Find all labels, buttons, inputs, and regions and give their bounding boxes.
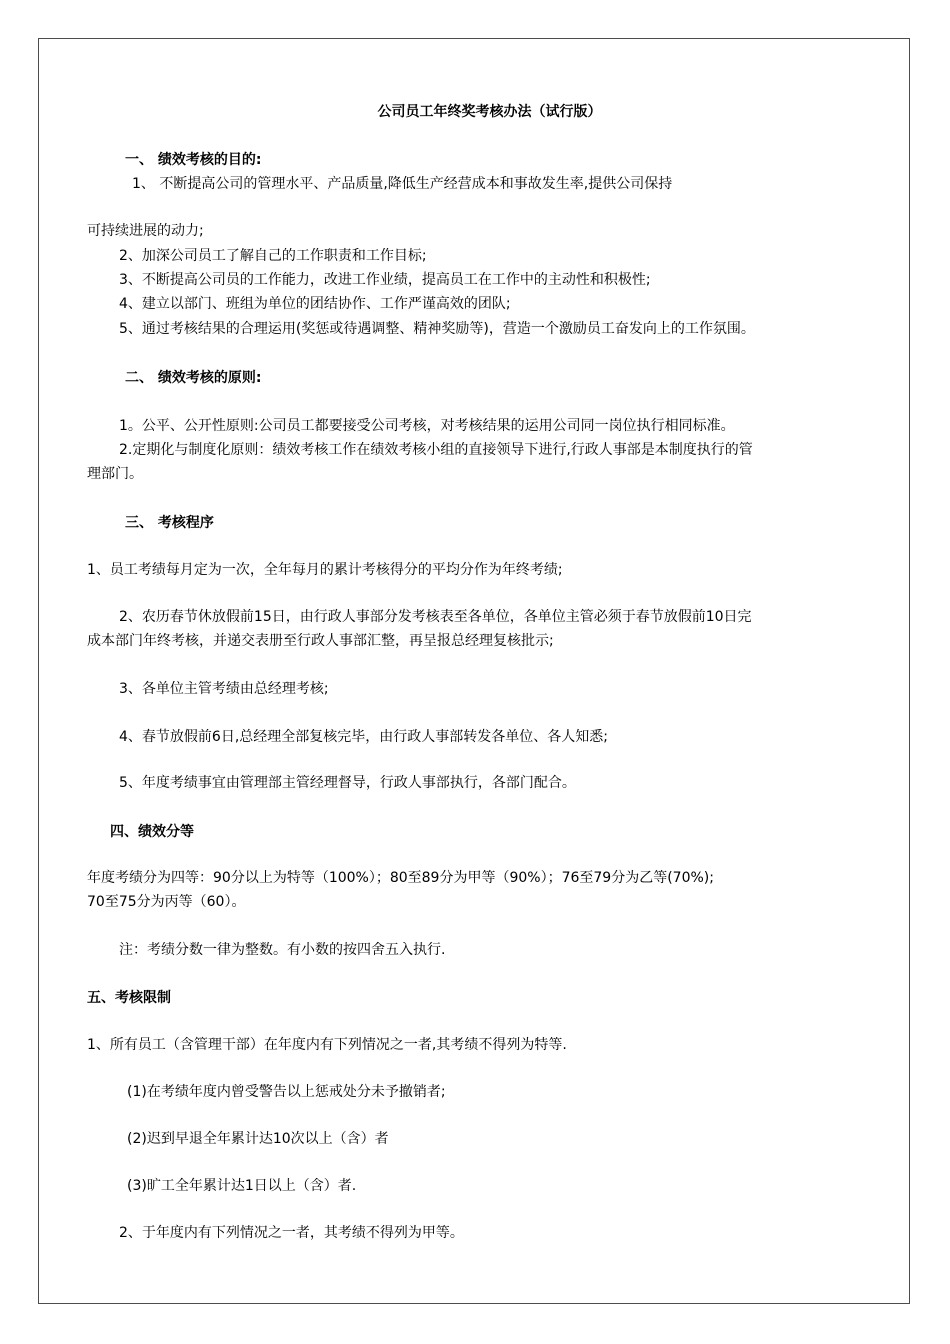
- list-item: (1)在考绩年度内曾受警告以上惩戒处分未予撤销者;: [127, 1084, 446, 1100]
- section-heading-restrictions: 五、考核限制: [87, 990, 171, 1006]
- list-item: (3)旷工全年累计达1日以上（含）者.: [127, 1178, 357, 1194]
- paragraph-line: 1、 不断提高公司的管理水平、产品质量,降低生产经营成本和事故发生率,提供公司保持: [132, 176, 673, 192]
- section-heading-principles: 二、 绩效考核的原则:: [125, 370, 262, 386]
- paragraph-line: 2、于年度内有下列情况之一者，其考绩不得列为甲等。: [119, 1225, 464, 1241]
- paragraph-line: 1、员工考绩每月定为一次，全年每月的累计考核得分的平均分作为年终考绩;: [87, 562, 563, 578]
- paragraph-line: 1。公平、公开性原则:公司员工都要接受公司考核，对考核结果的运用公司同一岗位执行相同标准。: [119, 418, 735, 434]
- paragraph-line: 1、所有员工（含管理干部）在年度内有下列情况之一者,其考绩不得列为特等.: [87, 1037, 567, 1053]
- section-heading-procedure: 三、 考核程序: [125, 515, 214, 531]
- section-heading-purpose: 一、 绩效考核的目的:: [125, 152, 262, 168]
- paragraph-line: 5、通过考核结果的合理运用(奖惩或待遇调整、精神奖励等)，营造一个激励员工奋发向上的工作氛围。: [119, 321, 755, 337]
- paragraph-line: 3、各单位主管考绩由总经理考核;: [119, 681, 329, 697]
- paragraph-line: 70至75分为丙等（60）。: [87, 894, 246, 910]
- paragraph-line: 可持续进展的动力;: [87, 223, 204, 239]
- paragraph-line: 2、加深公司员工了解自己的工作职责和工作目标;: [119, 248, 427, 264]
- list-item: (2)迟到早退全年累计达10次以上（含）者: [127, 1131, 389, 1147]
- paragraph-line: 成本部门年终考核，并递交表册至行政人事部汇整，再呈报总经理复核批示;: [87, 633, 554, 649]
- paragraph-line: 2.定期化与制度化原则：绩效考核工作在绩效考核小组的直接领导下进行,行政人事部是本制度执行的管: [119, 442, 753, 458]
- paragraph-line: 3、不断提高公司员的工作能力，改进工作业绩，提高员工在工作中的主动性和积极性;: [119, 272, 651, 288]
- paragraph-line: 年度考绩分为四等：90分以上为特等（100%）；80至89分为甲等（90%）；76至79分为乙等(70%);: [87, 870, 714, 886]
- section-heading-grading: 四、绩效分等: [110, 824, 194, 840]
- paragraph-note: 注：考绩分数一律为整数。有小数的按四舍五入执行.: [119, 942, 446, 958]
- paragraph-line: 理部门。: [87, 466, 143, 482]
- paragraph-line: 4、建立以部门、班组为单位的团结协作、工作严谨高效的团队;: [119, 296, 511, 312]
- document-title: 公司员工年终奖考核办法（试行版）: [377, 104, 602, 120]
- paragraph-line: 2、农历春节休放假前15日，由行政人事部分发考核表至各单位，各单位主管必须于春节放假前10日完: [119, 609, 752, 625]
- paragraph-line: 4、春节放假前6日,总经理全部复核完毕，由行政人事部转发各单位、各人知悉;: [119, 729, 608, 745]
- paragraph-line: 5、年度考绩事宜由管理部主管经理督导，行政人事部执行，各部门配合。: [119, 775, 576, 791]
